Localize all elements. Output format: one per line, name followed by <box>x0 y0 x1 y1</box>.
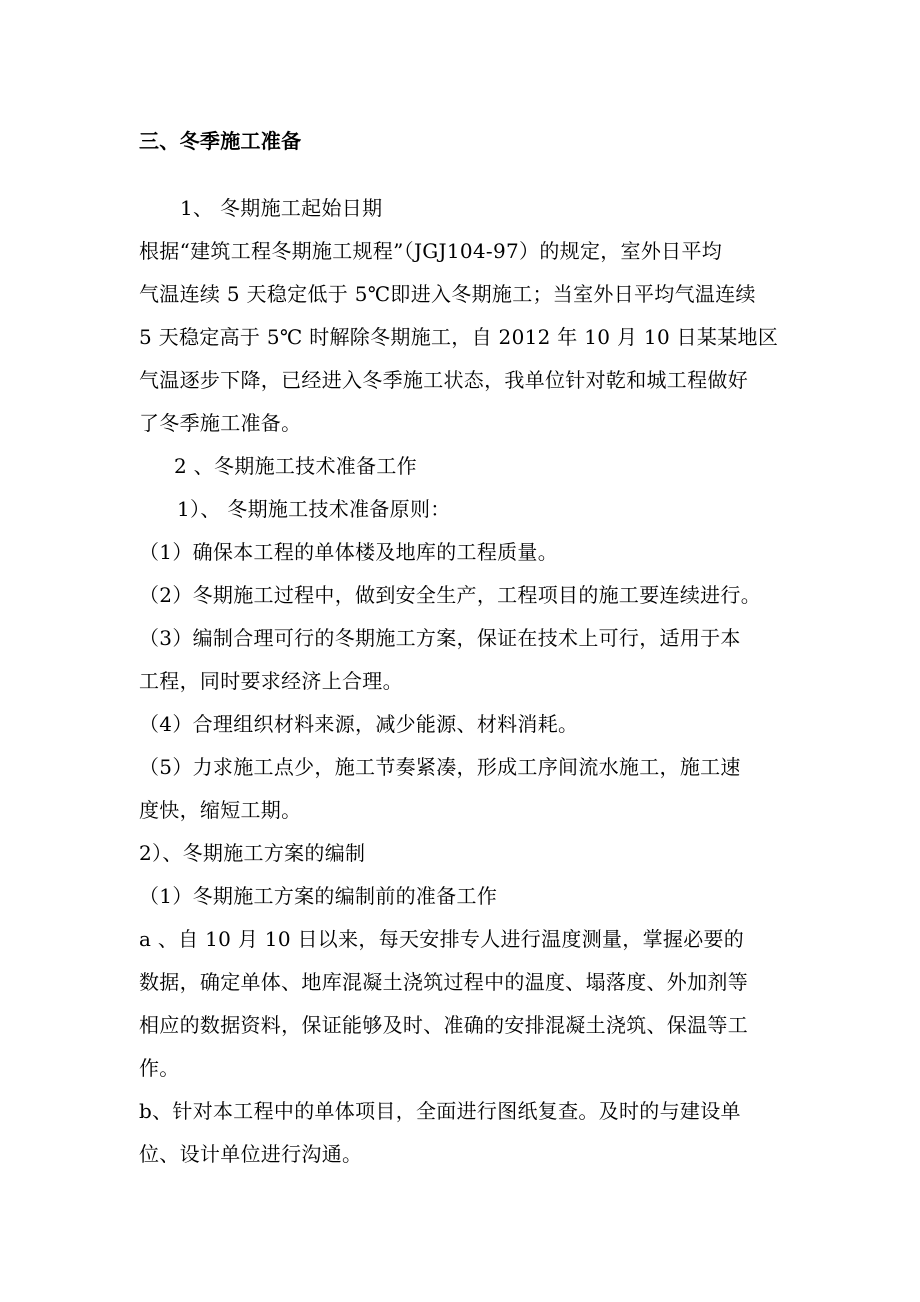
list-item: （5）力求施工点少，施工节奏紧凑，形成工序间流水施工，施工速 <box>139 755 741 779</box>
list-item: （4）合理组织材料来源，减少能源、材料消耗。 <box>139 712 579 736</box>
sub-item-heading: 1）、 冬期施工技术准备原则： <box>177 497 451 521</box>
list-item-continuation: 相应的数据资料，保证能够及时、准确的安排混凝土浇筑、保温等工 <box>139 1013 748 1037</box>
list-item: （1）冬期施工方案的编制前的准备工作 <box>139 884 498 908</box>
list-item-continuation: 位、设计单位进行沟通。 <box>139 1142 363 1166</box>
list-item: （2）冬期施工过程中，做到安全生产，工程项目的施工要连续进行。 <box>139 583 762 607</box>
paragraph-line: 气温连续 5 天稳定低于 5℃即进入冬期施工；当室外日平均气温连续 <box>139 282 756 306</box>
paragraph-line: 气温逐步下降，已经进入冬季施工状态，我单位针对乾和城工程做好 <box>139 368 748 392</box>
section-title: 三、冬季施工准备 <box>139 129 302 153</box>
sub-item-heading: 2）、冬期施工方案的编制 <box>139 841 366 865</box>
list-item: （1）确保本工程的单体楼及地库的工程质量。 <box>139 540 559 564</box>
paragraph-line: 了冬季施工准备。 <box>139 411 302 435</box>
paragraph-line: 5 天稳定高于 5℃ 时解除冬期施工，自 2012 年 10 月 10 日某某地区 <box>139 325 779 349</box>
subsection-heading-2: 2 、冬期施工技术准备工作 <box>174 454 417 478</box>
list-item-continuation: 度快，缩短工期。 <box>139 798 302 822</box>
list-item: （3）编制合理可行的冬期施工方案，保证在技术上可行，适用于本 <box>139 626 741 650</box>
list-item-continuation: 数据，确定单体、地库混凝土浇筑过程中的温度、塌落度、外加剂等 <box>139 970 748 994</box>
list-item-continuation: 工程，同时要求经济上合理。 <box>139 669 403 693</box>
list-item-continuation: 作。 <box>139 1056 180 1080</box>
list-item: b、针对本工程中的单体项目，全面进行图纸复查。及时的与建设单 <box>139 1099 741 1123</box>
paragraph-line: 根据“建筑工程冬期施工规程”（JGJ104-97）的规定，室外日平均 <box>139 239 723 263</box>
subsection-heading-1: 1、 冬期施工起始日期 <box>180 196 383 220</box>
list-item: a 、自 10 月 10 日以来，每天安排专人进行温度测量，掌握必要的 <box>139 927 745 951</box>
